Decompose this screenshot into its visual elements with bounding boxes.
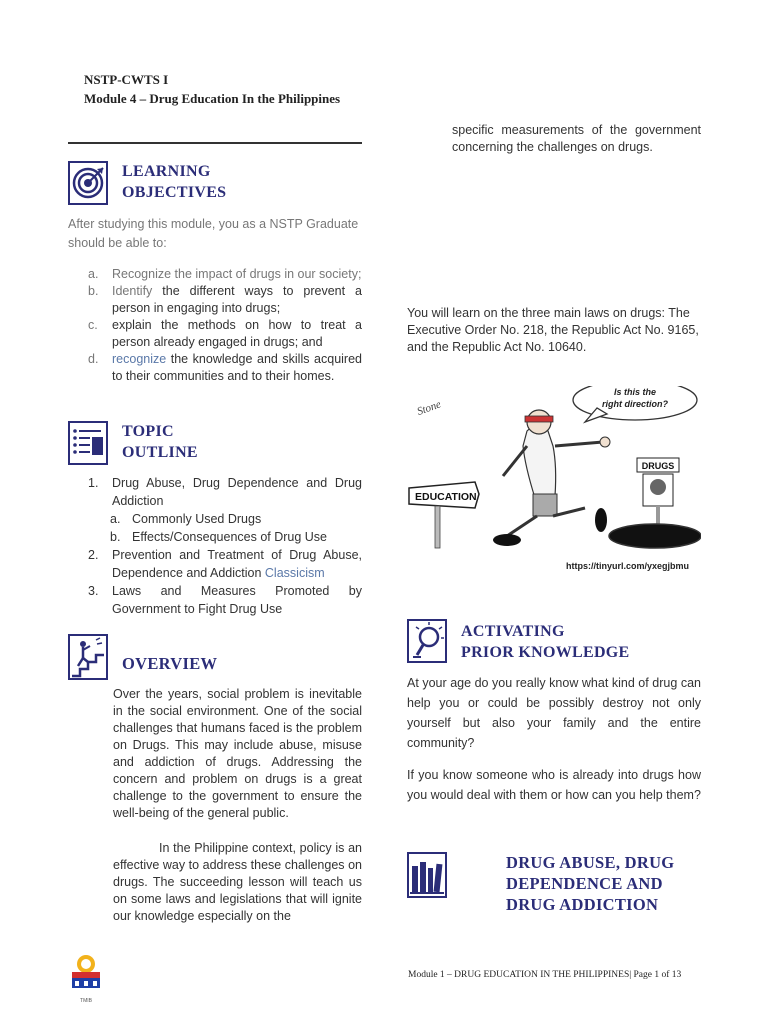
drug-abuse-heading: DRUG ABUSE, DRUG DEPENDENCE AND DRUG ADDICTION [506,853,675,914]
outline-list-icon [68,421,108,465]
outline-item: 1. Drug Abuse, Drug Dependence and Drug Addiction [88,476,362,508]
logo-text: TMIB [80,998,92,1004]
outline-item: 3. Laws and Measures Promoted by Government to Fight Drug Use [88,584,362,616]
cartoon-illustration [407,386,701,556]
objective-item: c. explain the methods on how to treat a person already engaged in drugs; and [88,318,362,349]
laws-paragraph: You will learn on the three main laws on drugs: The Executive Order No. 218, the Republic Act No. 9165, and the Republic Act No. 10640. [407,306,699,354]
overview-paragraph-1: Over the years, social problem is inevitable in the social environment. One of the social challenges that humans faced is the problem on Drugs. This may include abuse, misuse and addiction of drugs. Addressing the concern and problem on drugs is a great challenge to the government to ensure the well-being of the general public. [113,687,362,820]
objectives-intro: After studying this module, you as a NSTP Graduate should be able to: [68,217,359,250]
stairs-climber-icon [68,634,108,680]
cartoon-bubble-text-1: Is this the [613,387,657,397]
books-icon [407,852,447,898]
image-source-caption: https://tinyurl.com/yxegjbmu [566,561,690,571]
outline-subitem: b. Effects/Consequences of Drug Use [110,530,328,544]
topic-outline-list [68,474,362,618]
objective-item: b. Identify the different ways to prevent a person in engaging into drugs; [88,284,362,315]
target-icon [68,161,108,205]
module-title: Module 4 – Drug Education In the Philippines [84,91,341,106]
objectives-list [68,266,362,385]
continued-paragraph: specific measurements of the government concerning the challenges on drugs. [452,123,701,154]
outline-subitem: a. Commonly Used Drugs [110,512,262,526]
objective-item: d. recognize the knowledge and skills acquired to their communities and to their homes. [88,352,362,383]
course-code: NSTP-CWTS I [84,72,169,87]
institution-logo [66,952,106,998]
cartoon-drugs-sign: DRUGS [641,461,675,471]
header-rule [68,142,362,144]
topic-outline-heading: TOPIC OUTLINE [122,423,198,461]
activating-paragraph-1: At your age do you really know what kind of drug can help you or could be possibly destroy not only yourself but also your family and the entire community? [407,676,701,750]
learning-objectives-heading: LEARNING OBJECTIVES [122,163,227,201]
overview-heading: OVERVIEW [122,654,218,673]
lightbulb-icon [407,619,447,663]
cartoon-signature: Stone [415,398,443,418]
cartoon-education-sign: EDUCATION [415,491,477,503]
overview-paragraph-2: In the Philippine context, policy is an effective way to address these challenges on drugs. The succeeding lesson will teach us on some laws and legislations that will ignite our knowledge especially on the [113,841,362,923]
outline-item: 2. Prevention and Treatment of Drug Abuse, Dependence and Addiction Classicism [88,548,362,580]
activating-paragraph-2: If you know someone who is already into drugs how you would deal with them or how can you help them? [407,768,701,802]
cartoon-bubble-text-2: right direction? [602,399,668,409]
objective-item: a. Recognize the impact of drugs in our society; [88,267,362,281]
page-footer: Module 1 – DRUG EDUCATION IN THE PHILIPPINES| Page 1 of 13 [408,970,682,980]
activating-knowledge-heading: ACTIVATING PRIOR KNOWLEDGE [461,623,630,661]
